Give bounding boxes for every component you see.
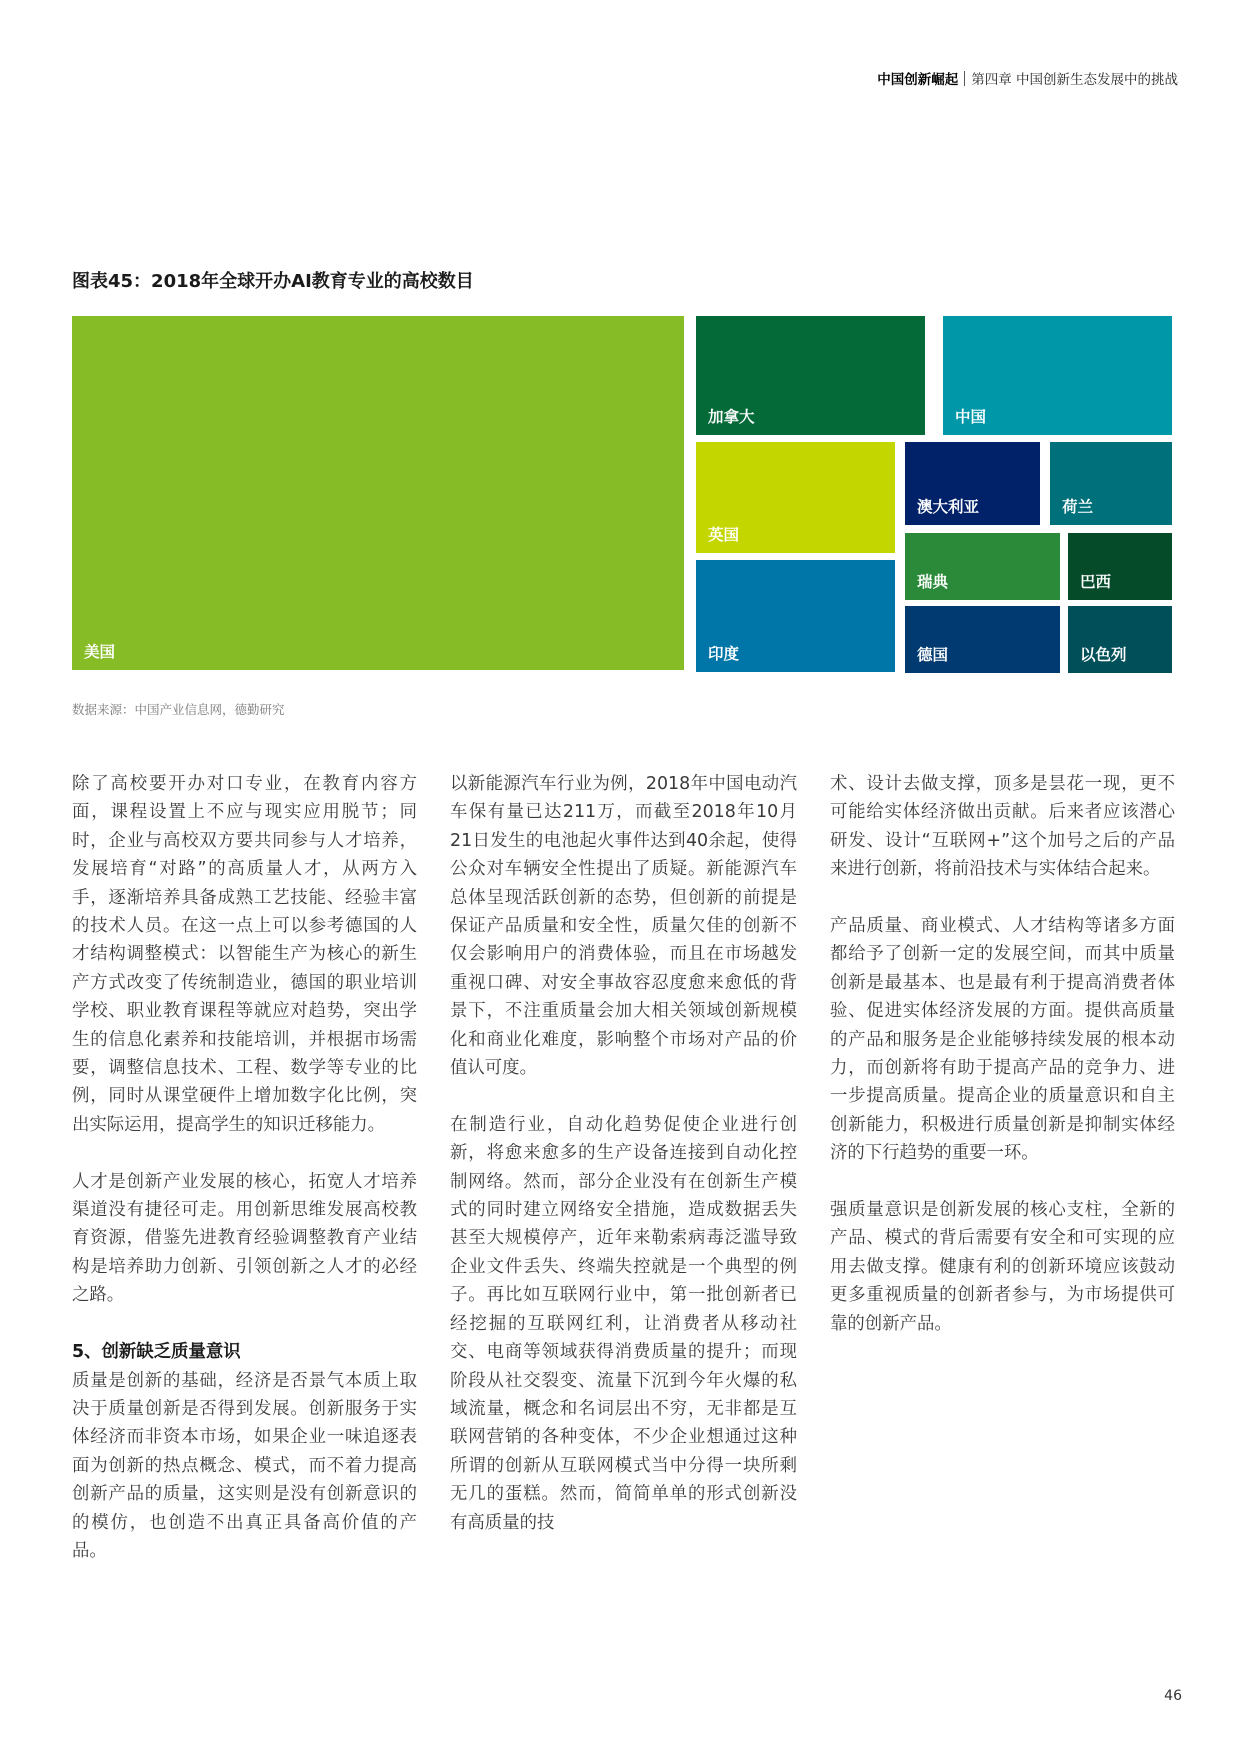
chapter-title: 第四章 中国创新生态发展中的挑战 bbox=[971, 72, 1178, 88]
treemap-tile bbox=[696, 442, 895, 553]
figure-source: 数据来源：中国产业信息网，德勤研究 bbox=[72, 702, 285, 717]
treemap-tile-label: 中国 bbox=[955, 408, 987, 426]
page-number: 46 bbox=[1164, 1688, 1182, 1704]
paragraph: 质量是创新的基础，经济是否景气本质上取决于质量创新是否得到发展。创新服务于实体经济而非资本市场，如果企业一味追逐表面为创新的热点概念、模式，而不着力提高创新产品的质量，这实则是没有创新意识的的模仿，也创造不出真正具备高价值的产品。 bbox=[72, 1370, 417, 1561]
paragraph: 术、设计去做支撑，顶多是昙花一现，更不可能给实体经济做出贡献。后来者应该潜心研发、设计“互联网+”这个加号之后的产品来进行创新，将前沿技术与实体结合起来。 bbox=[830, 774, 1175, 880]
treemap-tile-label: 美国 bbox=[84, 643, 116, 661]
treemap-tile-label: 澳大利亚 bbox=[917, 498, 980, 516]
header-divider bbox=[964, 71, 965, 86]
treemap-tile bbox=[1068, 533, 1172, 600]
treemap-tile-label: 加拿大 bbox=[708, 408, 755, 426]
treemap-tile bbox=[943, 316, 1172, 435]
treemap-tile-label: 瑞典 bbox=[917, 573, 949, 591]
treemap-tile-label: 以色列 bbox=[1080, 646, 1127, 664]
paragraph: 以新能源汽车行业为例，2018年中国电动汽车保有量已达211万，而截至2018年10月21日发生的电池起火事件达到40余起，使得公众对车辆安全性提出了质疑。新能源汽车总体呈现活跃创新的态势，但创新的前提是保证产品质量和安全性，质量欠佳的创新不仅会影响用户的消费体验，而且在市场越发重视口碑、对安全事故容忍度愈来愈低的背景下，不注重质量会加大相关领域创新规模化和商业化难度，影响整个市场对产品的价值认可度。 bbox=[450, 774, 797, 1079]
treemap-tile-label: 荷兰 bbox=[1062, 498, 1094, 516]
paragraph: 强质量意识是创新发展的核心支柱，全新的产品、模式的背后需要有安全和可实现的应用去做支撑。健康有利的创新环境应该鼓动更多重视质量的创新者参与，为市场提供可靠的创新产品。 bbox=[830, 1200, 1175, 1334]
paragraph: 产品质量、商业模式、人才结构等诸多方面都给予了创新一定的发展空间，而其中质量创新是最基本、也是最有利于提高消费者体验、促进实体经济发展的方面。提供高质量的产品和服务是企业能够持续发展的根本动力，而创新将有助于提高产品的竞争力、进一步提高质量。提高企业的质量意识和自主创新能力，积极进行质量创新是抑制实体经济的下行趋势的重要一环。 bbox=[830, 916, 1175, 1164]
treemap-chart bbox=[0, 0, 1240, 700]
treemap-tile bbox=[696, 560, 895, 672]
running-header bbox=[877, 68, 1178, 88]
text-column-2 bbox=[450, 770, 797, 1537]
treemap-tile bbox=[72, 316, 684, 670]
treemap-tile bbox=[905, 442, 1040, 525]
paragraph: 除了高校要开办对口专业，在教育内容方面，课程设置上不应与现实应用脱节；同时，企业与高校双方要共同参与人才培养，发展培育“对路”的高质量人才，从两方入手，逐渐培养具备成熟工艺技能、经验丰富的技术人员。在这一点上可以参考德国的人才结构调整模式：以智能生产为核心的新生产方式改变了传统制造业，德国的职业培训学校、职业教育课程等就应对趋势，突出学生的信息化素养和技能培训，并根据市场需要，调整信息技术、工程、数学等专业的比例，同时从课堂硬件上增加数字化比例，突出实际运用，提高学生的知识迁移能力。 bbox=[72, 774, 417, 1135]
treemap-tile-label: 印度 bbox=[708, 645, 740, 663]
treemap-tile-label: 英国 bbox=[708, 526, 740, 544]
text-column-3 bbox=[830, 770, 1175, 1338]
treemap-tile bbox=[1068, 606, 1172, 673]
section-heading: 5、创新缺乏质量意识 bbox=[72, 1342, 241, 1363]
paragraph: 在制造行业，自动化趋势促使企业进行创新，将愈来愈多的生产设备连接到自动化控制网络。然而，部分企业没有在创新生产模式的同时建立网络安全措施，造成数据丢失甚至大规模停产，近年来勒索病毒泛滥导致企业文件丢失、终端失控就是一个典型的例子。再比如互联网行业中，第一批创新者已经挖掘的互联网红利，让消费者从移动社交、电商等领域获得消费质量的提升；而现阶段从社交裂变、流量下沉到今年火爆的私域流量，概念和名词层出不穷，无非都是互联网营销的各种变体，不少企业想通过这种所谓的创新从互联网模式当中分得一块所剩无几的蛋糕。然而，简简单单的形式创新没有高质量的技 bbox=[450, 1114, 797, 1533]
paragraph: 人才是创新产业发展的核心，拓宽人才培养渠道没有捷径可走。用创新思维发展高校教育资源，借鉴先进教育经验调整教育产业结构是培养助力创新、引领创新之人才的必经之路。 bbox=[72, 1171, 417, 1306]
treemap-tile-label: 巴西 bbox=[1080, 573, 1112, 591]
text-column-1 bbox=[72, 770, 417, 1565]
treemap-tile-label: 德国 bbox=[917, 646, 949, 664]
treemap-tile bbox=[696, 316, 925, 435]
treemap-tile bbox=[905, 533, 1060, 600]
treemap-tile bbox=[905, 606, 1060, 673]
treemap-tile bbox=[1050, 442, 1172, 525]
figure-title: 图表45：2018年全球开办AI教育专业的高校数目 bbox=[72, 271, 474, 292]
report-title: 中国创新崛起 bbox=[877, 72, 959, 88]
